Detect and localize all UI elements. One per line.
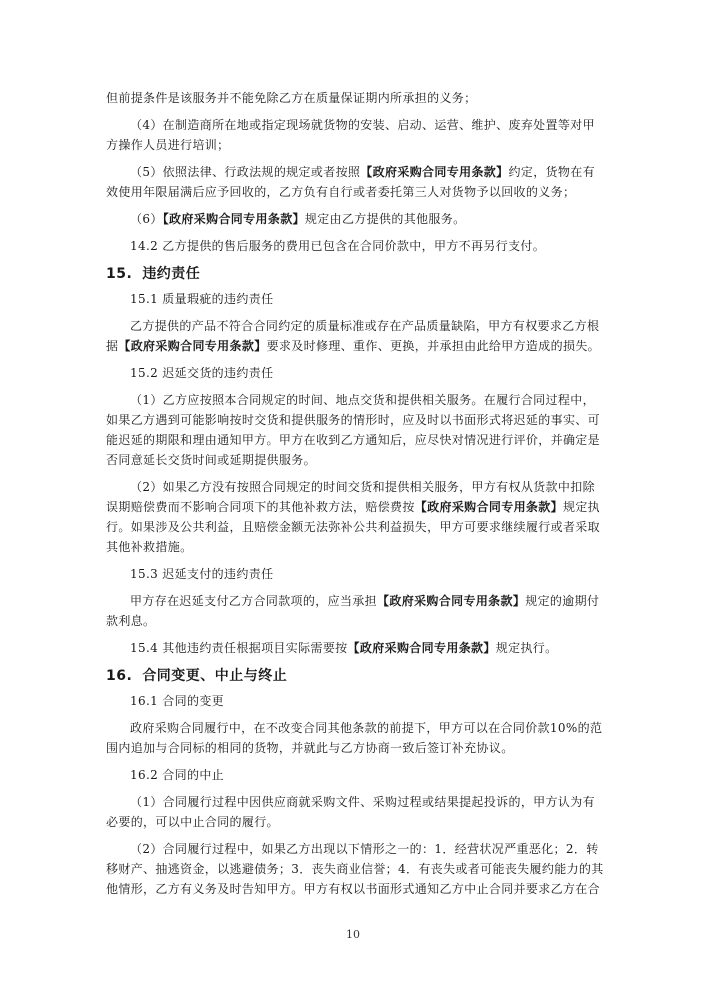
text-span: 围内追加与合同标的相同的货物，并就此与乙方协商一致后签订补充协议。 [106,741,514,755]
section-title: 合同变更、中止与终止 [142,668,288,684]
clause-reference: 【政府采购合同专用条款】 [118,339,267,353]
text-span: （6） [130,212,163,226]
paragraph-line [106,517,604,537]
paragraph-line [106,738,604,758]
text-span: 效使用年限届满后应予回收的，乙方负有自行或者委托第三人对货物予以回收的义务； [106,185,576,199]
paragraph-line [106,115,604,135]
paragraph-line [106,336,604,356]
text-span: 15.3 迟延支付的违约责任 [130,567,274,581]
text-span: 方操作人员进行培训； [106,138,230,152]
text-span: 规定由乙方提供的其他服务。 [304,212,466,226]
text-span: 否同意延长交货时间或延期提供服务。 [106,453,316,467]
clause-reference: 【政府采购合同专用条款】 [347,641,496,655]
paragraph-line [106,135,604,155]
subsection-title [106,765,604,785]
text-span: 15.2 迟延交货的违约责任 [130,366,274,380]
text-span: 款利息。 [106,614,156,628]
paragraph-line [106,839,604,859]
paragraph-line [106,430,604,450]
text-span: 他情形，乙方有义务及时告知甲方。甲方有权以书面形式通知乙方中止合同并要求乙方在合 [106,882,601,896]
text-span: 16.1 合同的变更 [130,694,225,708]
subsection-title [106,363,604,383]
subsection-title [106,564,604,584]
subsection-title [106,289,604,309]
text-span: 移财产、抽逃资金，以逃避债务；3．丧失商业信誉；4．有丧失或者可能丧失履约能力的其 [106,862,604,876]
paragraph-line [106,477,604,497]
clause-reference: 【政府采购合同专用条款】 [360,165,509,179]
text-span: 政府采购合同履行中，在不改变合同其他条款的前提下，甲方可以在合同价款10%的范 [130,721,603,735]
paragraph-line [106,879,604,899]
paragraph-line [106,792,604,812]
paragraph-line [106,410,604,430]
paragraph-line [106,611,604,631]
text-span: 规定执行。 [495,641,558,655]
text-span: 能迟延的期限和理由通知甲方。甲方在收到乙方通知后，应尽快对情况进行评价，并确定是 [106,433,601,447]
text-span: 但前提条件是该服务并不能免除乙方在质量保证期内所承担的义务； [106,91,477,105]
text-span: 其他补救措施。 [106,540,193,554]
paragraph-line [106,497,604,517]
text-span: 误期赔偿费而不影响合同项下的其他补救方法，赔偿费按 [106,500,415,514]
text-span: 规定执 [562,500,601,514]
text-span: 行。如果涉及公共利益，且赔偿金额无法弥补公共利益损失，甲方可要求继续履行或者采取 [106,520,601,534]
section-number: 15. [106,266,133,282]
paragraph-line [106,591,604,611]
text-span: 必要的，可以中止合同的履行。 [106,815,279,829]
paragraph-line [106,236,604,256]
text-span: （2）如果乙方没有按照合同规定的时间交货和提供相关服务，甲方有权从货款中扣除 [130,480,595,494]
text-span: 规定的逾期付 [525,594,600,608]
text-span: 据 [106,339,119,353]
paragraph-line [106,859,604,879]
paragraph-line [106,450,604,470]
page-number: 10 [346,928,360,941]
paragraph-line [106,718,604,738]
paragraph-line [106,316,604,336]
paragraph-line [106,88,604,108]
text-span: 甲方存在迟延支付乙方合同款项的，应当承担 [130,594,378,608]
paragraph-line [106,162,604,182]
clause-reference: 【政府采购合同专用条款】 [377,594,526,608]
page-body [106,88,604,899]
text-span: 约定，货物在有 [508,165,595,179]
text-span: （5）依照法律、行政法规的规定或者按照 [130,165,361,179]
paragraph-line [106,209,604,229]
paragraph-line [106,812,604,832]
paragraph-line [106,182,604,202]
text-span: 14.2 乙方提供的售后服务的费用已包含在合同价款中，甲方不再另行支付。 [130,239,546,253]
paragraph-line [106,638,604,658]
text-span: 要求及时修理、重作、更换，并承担由此给甲方造成的损失。 [266,339,601,353]
section-heading-16 [106,665,604,687]
text-span: 15.1 质量瑕疵的违约责任 [130,292,274,306]
text-span: 16.2 合同的中止 [130,768,225,782]
text-span: 如果乙方遇到可能影响按时交货和提供服务的情形时，应及时以书面形式将迟延的事实、可 [106,413,601,427]
section-title: 违约责任 [142,266,201,282]
text-span: （2）合同履行过程中，如果乙方出现以下情形之一的：1．经营状况严重恶化；2．转 [130,842,599,856]
text-span: （1）合同履行过程中因供应商就采购文件、采购过程或结果提起投诉的，甲方认为有 [130,795,595,809]
clause-reference: 【政府采购合同专用条款】 [162,212,305,226]
section-number: 16. [106,668,133,684]
text-span: （1）乙方应按照本合同规定的时间、地点交货和提供相关服务。在履行合同过程中， [130,393,595,407]
text-span: 乙方提供的产品不符合合同约定的质量标准或存在产品质量缺陷，甲方有权要求乙方根 [130,319,600,333]
clause-reference: 【政府采购合同专用条款】 [414,500,563,514]
paragraph-line [106,390,604,410]
subsection-title [106,691,604,711]
paragraph-line [106,537,604,557]
section-heading-15 [106,263,604,285]
text-span: 15.4 其他违约责任根据项目实际需要按 [130,641,348,655]
text-span: （4）在制造商所在地或指定现场就货物的安装、启动、运营、维护、废弃处置等对甲 [130,118,595,132]
